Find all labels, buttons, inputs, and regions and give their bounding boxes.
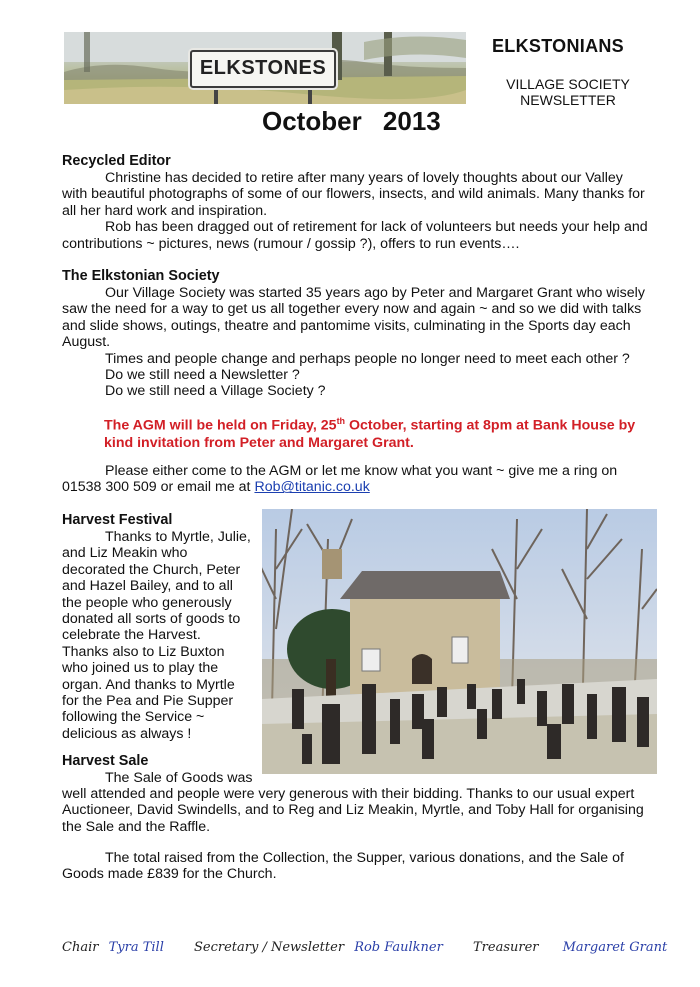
society-section [62,268,652,400]
society-subtitle-line2: NEWSLETTER [520,92,616,108]
society-subtitle [496,76,640,108]
agm-notice-sup: th [336,416,346,426]
officers-footer [62,940,673,955]
harvest-festival-line: and Liz Meakin who [62,545,188,562]
chair-name: Tyra Till [108,940,164,955]
village-sign [190,50,336,88]
agm-notice-part1: The AGM will be held on Friday, 25 [104,417,337,434]
harvest-festival-heading: Harvest Festival [62,512,173,528]
harvest-festival-line: Thanks to Myrtle, Julie, [105,529,251,545]
society-question-1: Times and people change and perhaps people no longer need to meet each other ? [105,350,630,367]
contact-text: Please either come to the AGM or let me know what you want ~ give me a ring on 01538 300 509 or email me at [62,463,618,496]
church-photo [262,509,657,774]
secretary-name: Rob Faulkner [354,940,443,955]
harvest-festival-line: Thanks also to Liz Buxton [62,643,225,660]
agm-notice [104,413,644,452]
harvest-sale-heading-block [62,753,262,786]
harvest-festival-line: the people who generously [62,594,232,611]
harvest-sale-first-line: The Sale of Goods was [105,770,253,786]
header-photo [64,32,466,104]
secretary-label: Secretary / Newsletter [194,940,345,955]
harvest-festival-text [62,529,260,742]
society-heading: The Elkstonian Society [62,268,220,284]
recycled-editor-paragraph-2: Rob has been dragged out of retirement for lack of volunteers but needs your help and contributions ~ pictures, news (rumour / gossip ?), offers to run events…. [62,219,648,252]
harvest-festival-line: who joined us to play the [62,660,219,677]
harvest-festival-line: for the Pea and Pie Supper [62,693,234,710]
society-title: ELKSTONIANS [492,36,624,56]
harvest-festival-line: donated all sorts of goods to [62,611,241,628]
agm-notice-part2: October, starting at 8pm at Bank House by kind invitation from Peter and Margaret Grant. [104,417,636,451]
harvest-festival-section [62,512,260,742]
harvest-festival-line: celebrate the Harvest. [62,627,201,644]
harvest-festival-line: following the Service ~ [62,709,205,726]
society-question-2: Do we still need a Newsletter ? [105,367,300,384]
harvest-total-paragraph: The total raised from the Collection, the Supper, various donations, and the Sale of Goods made £839 for the Church. [62,850,624,883]
harvest-sale-heading: Harvest Sale [62,753,149,769]
church-illustration [262,509,657,774]
harvest-festival-line: delicious as always ! [62,725,192,742]
treasurer-label: Treasurer [472,940,539,955]
chair-label: Chair [62,940,99,955]
recycled-editor-heading: Recycled Editor [62,153,171,169]
harvest-festival-line: organ. And thanks to Myrtle [62,676,235,693]
contact-email-link[interactable]: Rob@titanic.co.uk [254,479,370,496]
harvest-festival-line: and Hazel Bailey, and to all [62,578,233,595]
recycled-editor-paragraph-1: Christine has decided to retire after many years of lovely thoughts about our Valley with beautiful photographs of some of our flowers, insects, and wild animals. Many thanks for all her hard work and inspiration. [62,170,645,219]
society-subtitle-line1: VILLAGE SOCIETY [506,76,630,92]
issue-date-title: October 2013 [262,106,441,136]
village-sign-text: ELKSTONES [199,57,327,79]
contact-paragraph [62,463,652,496]
society-paragraph: Our Village Society was started 35 years ago by Peter and Margaret Grant who wisely saw the need for a way to get us all together every now and again ~ and so we did with talks and slide shows, outings, theatre and pantomime visits, culminating in the Sports day each August. [62,285,645,351]
harvest-sale-paragraph: well attended and people were very generous with their bidding. Thanks to our usual expert Auctioneer, David Swindells, and to Reg and Liz Meakin, Myrtle, and Toby Hall for organising the Sale and the Raffle. [62,786,644,835]
treasurer-name: Margaret Grant [562,940,668,955]
society-question-3: Do we still need a Village Society ? [105,383,326,400]
recycled-editor-section [62,153,652,252]
harvest-festival-line: decorated the Church, Peter [62,561,241,578]
